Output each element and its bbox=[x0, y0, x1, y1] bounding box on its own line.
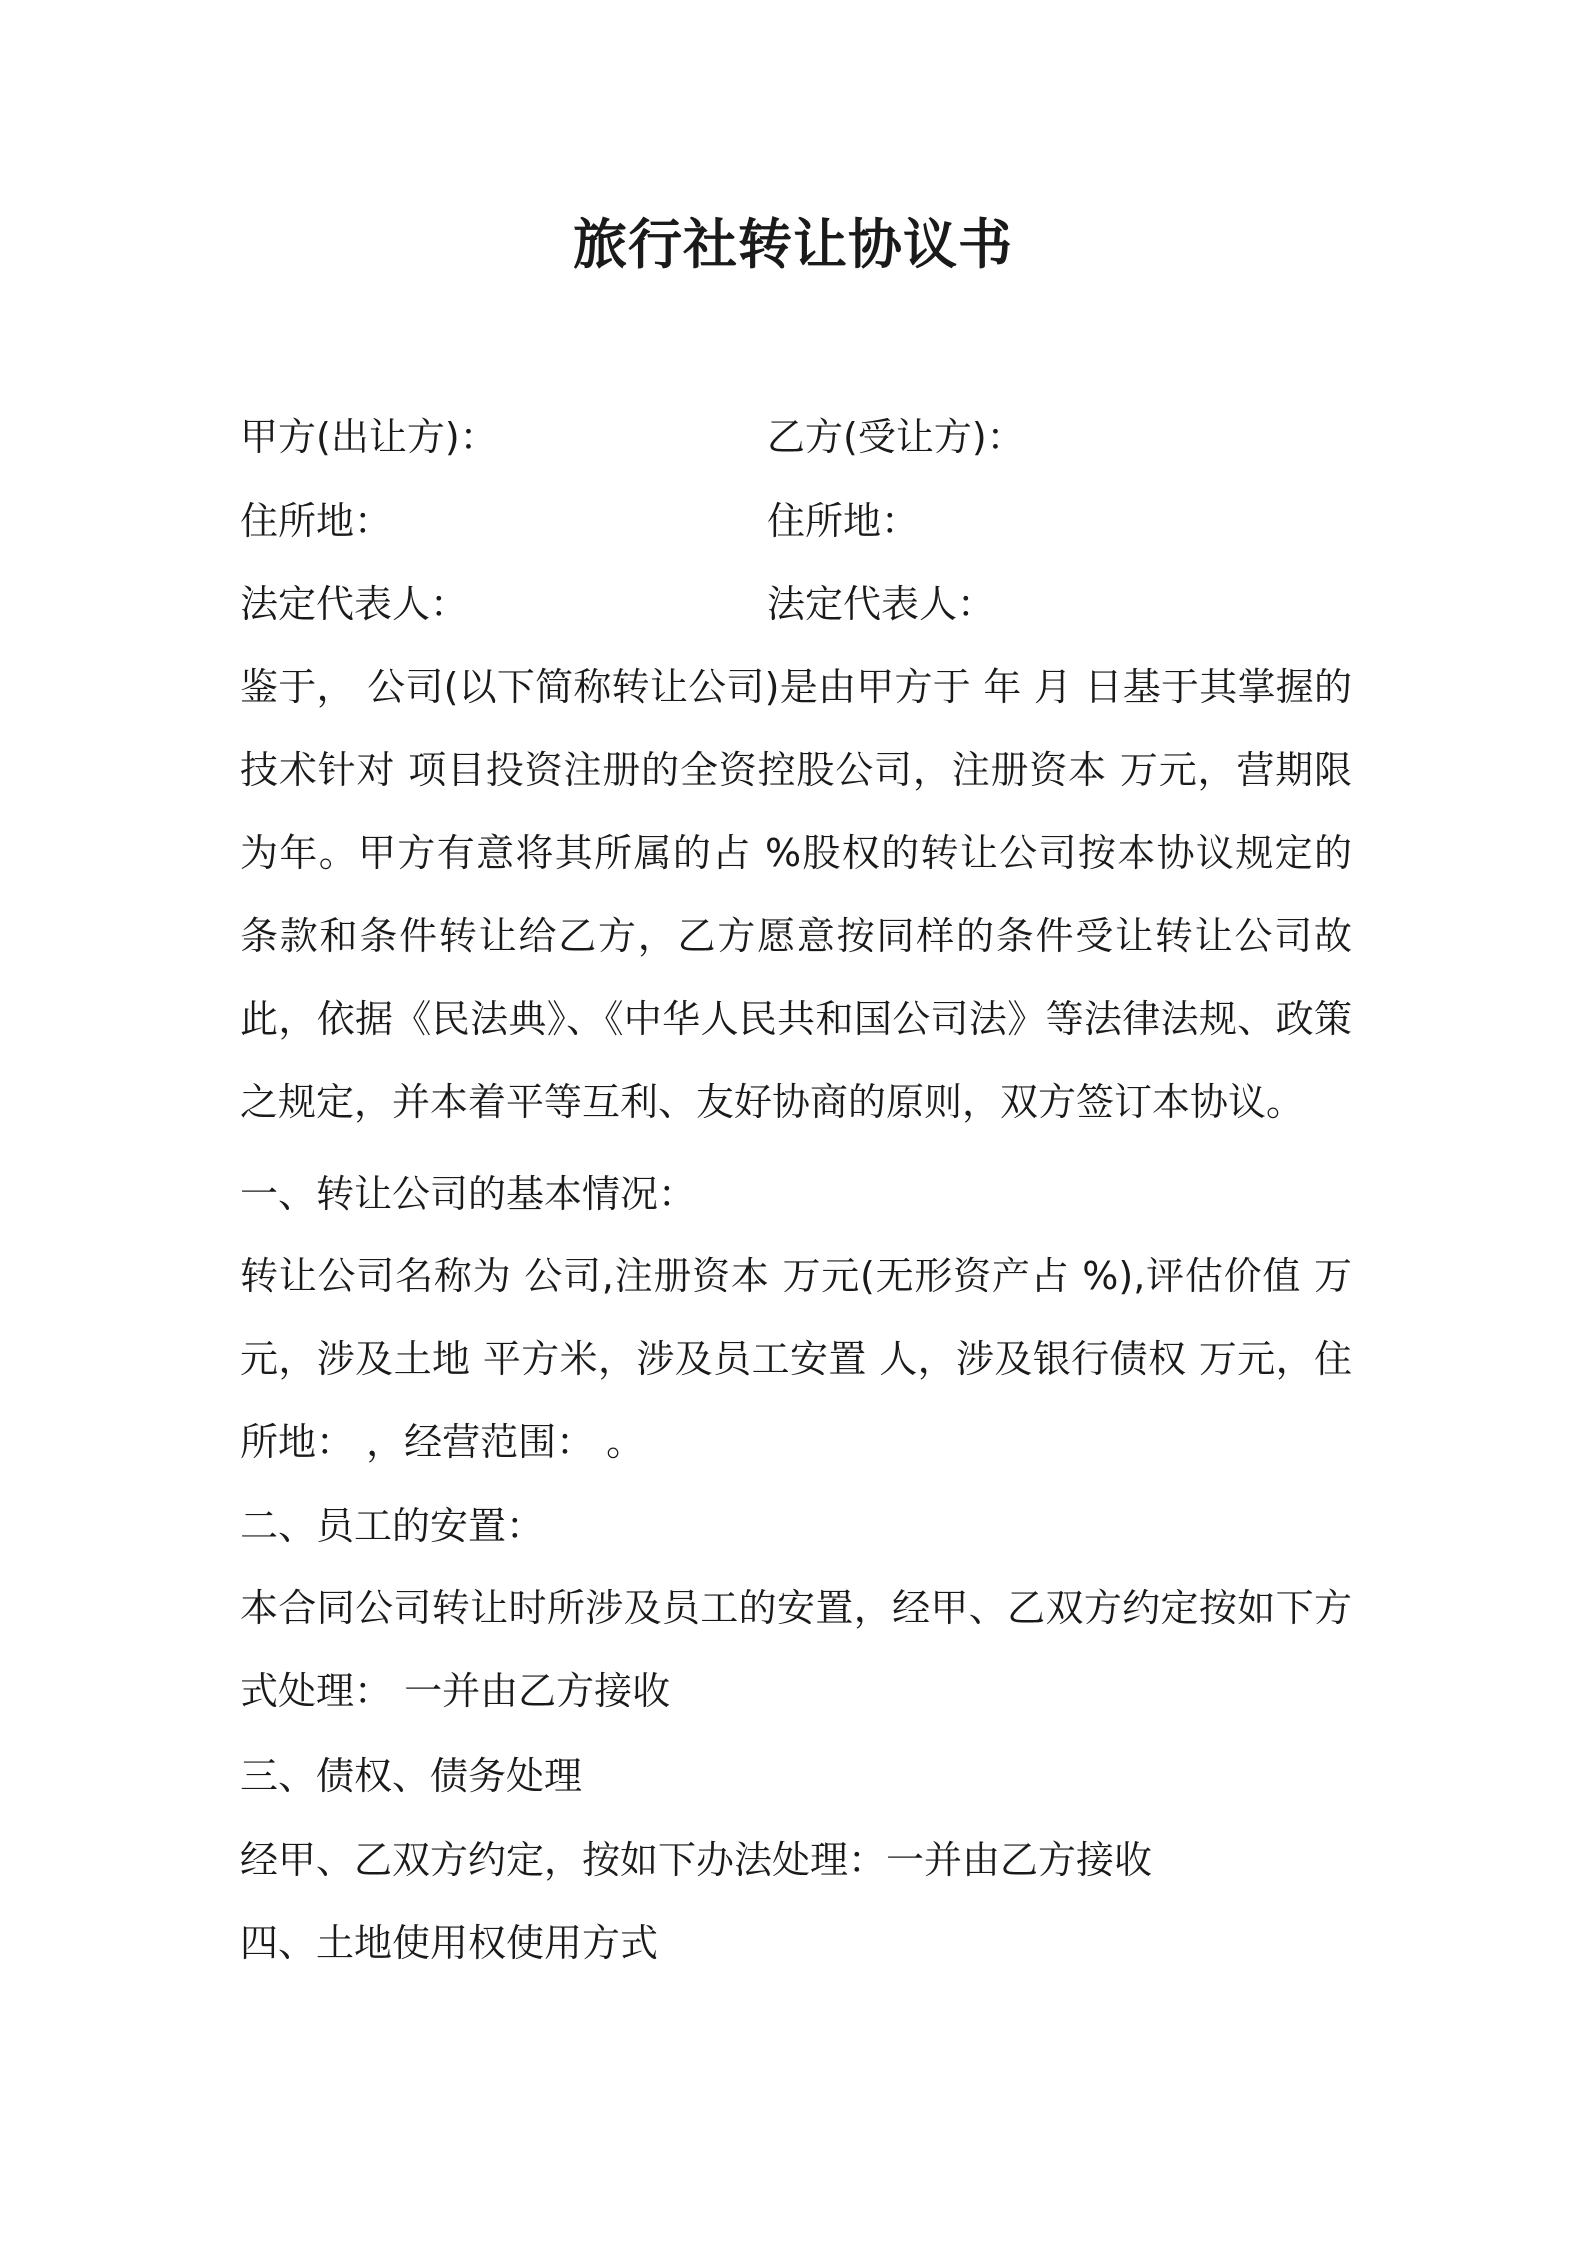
section1-body: 转让公司名称为 公司,注册资本 万元(无形资产占 %),评估价值 万元，涉及土地 平方米，涉及员工安置 人，涉及银行债权 万元，住所地： ，经营范围： 。 bbox=[240, 1254, 1352, 1464]
party-b-representative: 法定代表人： bbox=[767, 582, 996, 626]
party-b-address: 住所地： bbox=[767, 499, 920, 543]
party-a-label: 甲方(出让方)： bbox=[240, 415, 498, 459]
section3-heading: 三、债权、债务处理 bbox=[240, 1754, 583, 1798]
section2-heading: 二、员工的安置： bbox=[240, 1504, 545, 1548]
document-title: 旅行社转让协议书 bbox=[573, 213, 1013, 276]
party-b-label: 乙方(受让方)： bbox=[767, 415, 1025, 459]
party-a-representative: 法定代表人： bbox=[240, 582, 469, 626]
section3-body: 经甲、乙双方约定，按如下办法处理：一并由乙方接收 bbox=[240, 1838, 1153, 1882]
party-a-address: 住所地： bbox=[240, 499, 393, 543]
section1-heading: 一、转让公司的基本情况： bbox=[240, 1172, 697, 1216]
section4-heading: 四、土地使用权使用方式 bbox=[240, 1921, 659, 1965]
section2-body: 本合同公司转让时所涉及员工的安置，经甲、乙双方约定按如下方式处理： 一并由乙方接收 bbox=[240, 1586, 1352, 1713]
preamble-paragraph: 鉴于， 公司(以下简称转让公司)是由甲方于 年 月 日基于其掌握的技术针对 项目投资注册的全资控股公司，注册资本 万元，营期限为年。甲方有意将其所属的占 %股权的转让公司按本协议规定的条款和条件转让给乙方，乙方愿意按同样的条件受让转让公司故此，依据《民法典》、《中华人民共和国公司法》等法律法规、政策之规定，并本着平等互利、友好协商的原则，双方签订本协议。 bbox=[240, 665, 1352, 1124]
